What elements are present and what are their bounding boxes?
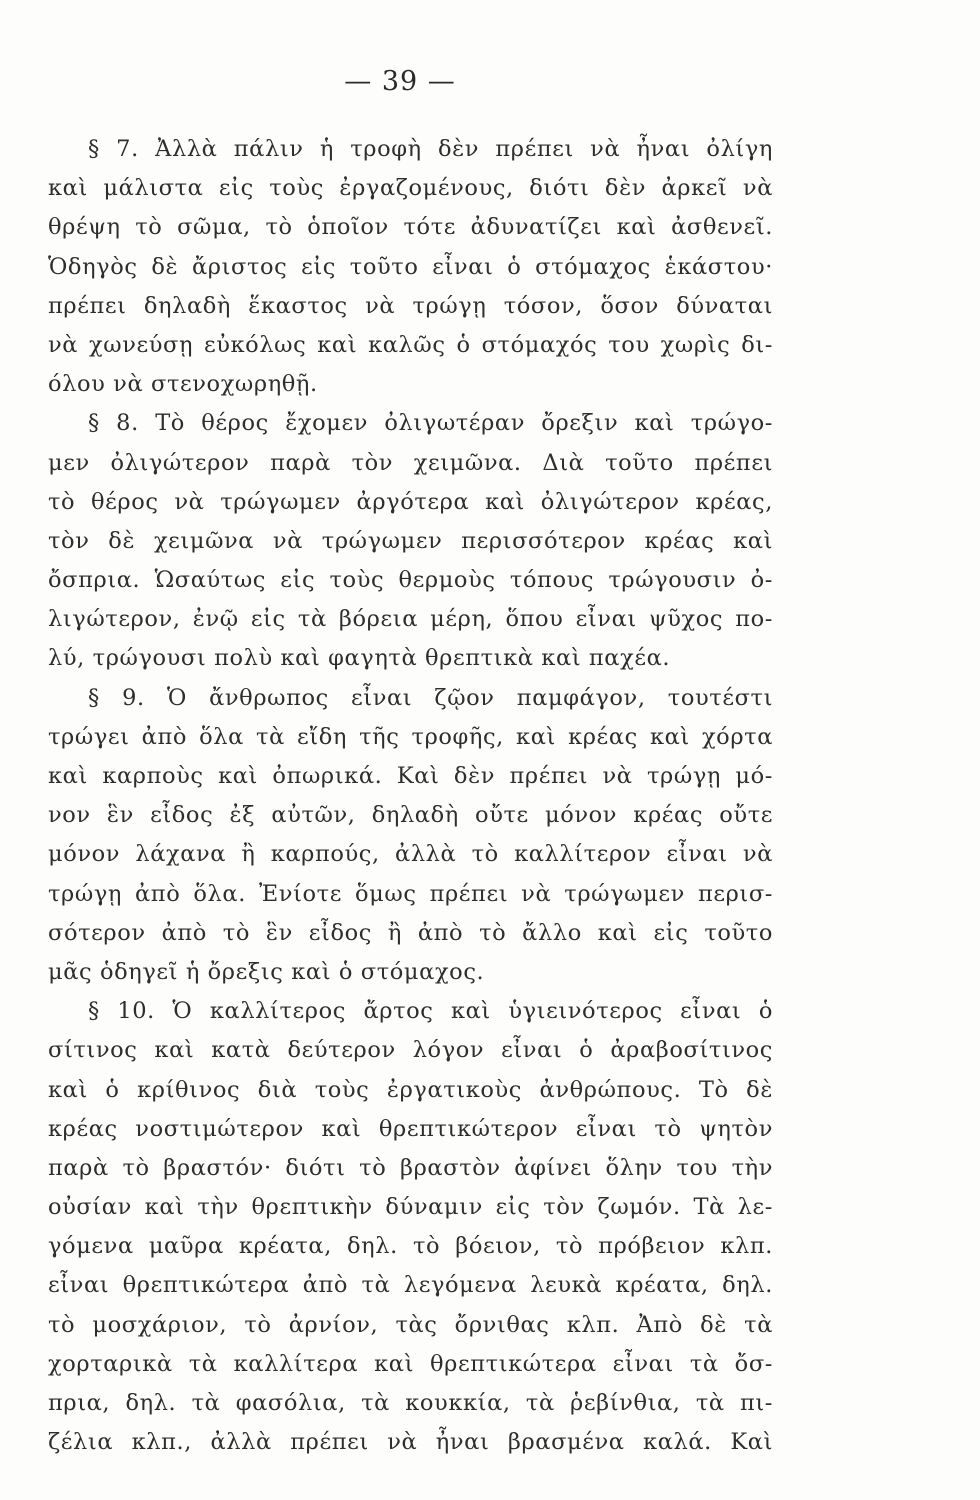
text-line: ὄσπρια. Ὡσαύτως εἰς τοὺς θερμοὺς τόπους τρώγουσιν ὀ- <box>48 567 773 594</box>
text-line: μεν ὀλιγώτερον παρὰ τὸν χειμῶνα. Διὰ τοῦτο πρέπει <box>48 449 773 476</box>
text-line: πρια, δηλ. τὰ φασόλια, τὰ κουκκία, τὰ ῥεβίνθια, τὰ πι- <box>48 1390 773 1416</box>
text-line: γόμενα μαῦρα κρέατα, δηλ. τὸ βόειον, τὸ πρόβειον κλπ. <box>48 1233 773 1260</box>
text-line: καὶ καρποὺς καὶ ὀπωρικά. Καὶ δὲν πρέπει νὰ τρώγῃ μό- <box>48 763 773 789</box>
text-line: σότερον ἀπὸ τὸ ἓν εἶδος ἢ ἀπὸ τὸ ἄλλο καὶ εἰς τοῦτο <box>48 919 773 946</box>
text-line: οὐσίαν καὶ τὴν θρεπτικὴν δύναμιν εἰς τὸν ζωμόν. Τὰ λε- <box>48 1194 773 1221</box>
text-line: παρὰ τὸ βραστόν· διότι τὸ βραστὸν ἀφίνει ὅλην του τὴν <box>48 1154 773 1181</box>
text-line: λιγώτερον, ἐνῷ εἰς τὰ βόρεια μέρη, ὅπου εἶναι ψῦχος πο- <box>48 606 773 633</box>
text-line: μᾶς ὁδηγεῖ ἡ ὄρεξις καὶ ὁ στόμαχος. <box>48 958 485 985</box>
text-line: πρέπει δηλαδὴ ἕκαστος νὰ τρώγῃ τόσον, ὅσον δύναται <box>48 292 773 319</box>
text-line: τρώγει ἀπὸ ὅλα τὰ εἴδη τῆς τροφῆς, καὶ κρέας καὶ χόρτα <box>48 723 773 750</box>
text-line: τρώγῃ ἀπὸ ὅλα. Ἐνίοτε ὅμως πρέπει νὰ τρώγωμεν περισ- <box>48 880 773 907</box>
text-line: τὸ θέρος νὰ τρώγωμεν ἀργότερα καὶ ὀλιγώτερον κρέας, <box>48 488 773 515</box>
paragraph-first-line: § 8. Τὸ θέρος ἔχομεν ὀλιγωτέραν ὄρεξιν καὶ τρώγο- <box>88 410 773 437</box>
text-line: λύ, τρώγουσι πολὺ καὶ φαγητὰ θρεπτικὰ καὶ παχέα. <box>48 645 671 672</box>
paragraph-first-line: § 7. Ἀλλὰ πάλιν ἡ τροφὴ δὲν πρέπει νὰ ἦναι ὀλίγη <box>88 136 773 162</box>
text-line: μόνον λάχανα ἢ καρπούς, ἀλλὰ τὸ καλλίτερον εἶναι νὰ <box>48 841 773 868</box>
paragraph-first-line: § 10. Ὁ καλλίτερος ἄρτος καὶ ὑγιεινότερος εἶναι ὁ <box>88 998 773 1025</box>
text-line: καὶ μάλιστα εἰς τοὺς ἐργαζομένους, διότι δὲν ἀρκεῖ νὰ <box>48 175 773 202</box>
text-line: χορταρικὰ τὰ καλλίτερα καὶ θρεπτικώτερα εἶναι τὰ ὄσ- <box>48 1350 773 1377</box>
body-text <box>48 130 773 1462</box>
page-number: — 39 — <box>344 66 456 97</box>
text-line: Ὁδηγὸς δὲ ἄριστος εἰς τοῦτο εἶναι ὁ στόμαχος ἑκάστου· <box>48 253 773 280</box>
text-line: νὰ χωνεύσῃ εὐκόλως καὶ καλῶς ὁ στόμαχός του χωρὶς δι- <box>48 331 773 358</box>
text-line: θρέψη τὸ σῶμα, τὸ ὁποῖον τότε ἀδυνατίζει καὶ ἀσθενεῖ. <box>48 214 773 241</box>
text-line: κρέας νοστιμώτερον καὶ θρεπτικώτερον εἶναι τὸ ψητὸν <box>48 1115 773 1142</box>
text-line: τὸ μοσχάριον, τὸ ἀρνίον, τὰς ὄρνιθας κλπ. Ἀπὸ δὲ τὰ <box>48 1311 773 1338</box>
text-line: όλου νὰ στενοχωρηθῇ. <box>48 371 318 398</box>
text-line: τὸν δὲ χειμῶνα νὰ τρώγωμεν περισσότερον κρέας καὶ <box>48 527 773 554</box>
text-line: εἶναι θρεπτικώτερα ἀπὸ τὰ λεγόμενα λευκὰ κρέατα, δηλ. <box>48 1272 773 1299</box>
paragraph-first-line: § 9. Ὁ ἄνθρωπος εἶναι ζῷον παμφάγον, τουτέστι <box>88 684 773 711</box>
text-line: νον ἓν εἶδος ἐξ αὐτῶν, δηλαδὴ οὔτε μόνον κρέας οὔτε <box>48 802 773 829</box>
text-line: ζέλια κλπ., ἀλλὰ πρέπει νὰ ἦναι βρασμένα καλά. Καὶ <box>48 1429 773 1456</box>
text-line: καὶ ὁ κρίθινος διὰ τοὺς ἐργατικοὺς ἀνθρώπους. Τὸ δὲ <box>48 1076 773 1103</box>
text-line: σίτινος καὶ κατὰ δεύτερον λόγον εἶναι ὁ ἀραβοσίτινος <box>48 1037 773 1064</box>
